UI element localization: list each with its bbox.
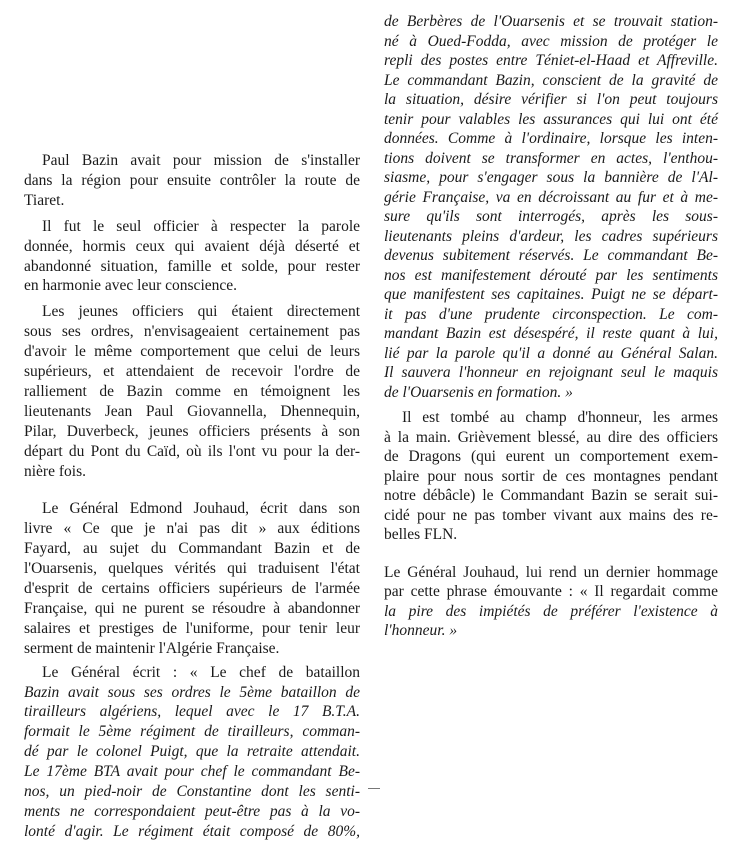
text-line: de l'Ouarsenis en formation. » <box>384 383 573 401</box>
text-line: gérie Française, va en décroissant au fur et à me- <box>384 188 718 206</box>
text-line: Paul Bazin avait pour mission de s'installer <box>42 152 360 169</box>
text-line: nos est manifestement dérouté par les sentiments <box>384 266 718 284</box>
text-line: par cette phrase émouvante : « Il regardait comme <box>384 583 718 600</box>
text-line: de Berbères de l'Ouarsenis et se trouvait station- <box>384 13 718 30</box>
text-line: Le 17ème BTA avait pour chef le commandant Be- <box>24 763 360 781</box>
text-line: siasme, pour s'engager sous la bannière de l'Al- <box>384 169 718 186</box>
text-line: à la main. Grièvement blessé, au dire des officiers <box>384 428 718 446</box>
text-line: plaire pour nous sortir de ces montagnes pendant <box>384 467 718 485</box>
text-line: en harmonie avec leur conscience. <box>24 277 238 295</box>
text-line: cidé pour ne pas tomber vivant aux mains des re- <box>384 506 718 524</box>
text-line: Tiaret. <box>24 191 65 209</box>
text-line: Les jeunes officiers qui étaient directement <box>42 303 360 321</box>
text-line: que manifestent ses capitaines. Puigt ne se départ- <box>384 286 718 303</box>
text-line: belles FLN. <box>384 526 458 543</box>
text-line: la situation, désire vérifier si l'on peut toujours <box>384 91 718 108</box>
text-line: lieutenants pleins d'ardeur, les cadres supérieurs <box>384 227 718 245</box>
text-line: tirailleurs algériens, lequel avec le 17 B.T.A. <box>24 703 360 721</box>
text-line: nos, un pied-noir de Constantine dont les senti- <box>24 783 360 800</box>
text-line: d'esprit de certains officiers supérieurs de l'armée <box>24 580 360 597</box>
text-line: sous ses ordres, n'envisageaient certainement pas <box>24 323 360 341</box>
text-line: Le Général écrit : « Le chef de bataillon <box>42 663 360 681</box>
text-line: sure qu'ils sont interrogés, après les sous- <box>384 208 718 225</box>
text-line: Il fut le seul officier à respecter la parole <box>42 217 360 235</box>
text-line: Fayard, au sujet du Commandant Bazin et de <box>24 540 360 558</box>
text-line: Le commandant Bazin, conscient de la gravité de <box>384 71 718 89</box>
text-line: tions doivent se transformer en actes, l'enthou- <box>384 149 718 167</box>
text-line: formait le 5ème régiment de tirailleurs, comman- <box>24 723 360 741</box>
text-line: livre « Ce que je n'ai pas dit » aux éditions <box>24 520 360 538</box>
text-line: donnée, hormis ceux qui avaient déjà déserté et <box>24 237 360 255</box>
text-line: notre débâcle) le Commandant Bazin se serait sui- <box>384 487 718 504</box>
text-line: it pas d'une prudente circonspection. Le com- <box>384 305 718 323</box>
text-line: abandonné situation, famille et solde, pour rester <box>24 257 360 275</box>
text-line: Bazin avait sous ses ordres le 5ème bataillon de <box>24 683 360 701</box>
text-line: supérieurs, et attendaient de recevoir l'ordre de <box>24 363 360 380</box>
text-line: devenus subitement réservés. Le commandant Be- <box>384 247 718 264</box>
text-line: Pilar, Duverbeck, jeunes officiers présents à son <box>24 422 360 440</box>
text-line: départ du Pont du Caïd, où ils l'ont vu pour la der- <box>24 442 360 460</box>
text-line: ments ne correspondaient peut-être pas à la vo- <box>24 802 360 820</box>
text-line: Il sauvera l'honneur en rejoignant seul le maquis <box>384 364 718 381</box>
text-line: l'Ouarsenis, quelques vérités qui traduisent l'état <box>24 560 360 578</box>
text-line: Le Général Edmond Jouhaud, écrit dans son <box>42 500 360 518</box>
column-divider <box>368 788 380 789</box>
text-line: ralliement de Bazin comme en témoignent les <box>24 382 360 400</box>
text-line: lieutenants Jean Paul Giovannella, Dhennequin, <box>24 402 360 420</box>
text-line: serment de maintenir l'Algérie Française. <box>24 639 280 657</box>
text-line: Française, qui ne purent se résoudre à abandonner <box>24 599 360 617</box>
text-line: lié par la parole qu'il a donné au Général Salan. <box>384 344 718 362</box>
text-line: né à Oued-Fodda, avec mission de protéger le <box>384 32 718 50</box>
text-line: mandant Bazin est désespéré, il reste quant à lui, <box>384 325 718 342</box>
text-line: dé par le colonel Puigt, que la retraite attendait. <box>24 743 360 761</box>
text-line: données. Comme à l'ordinaire, lorsque les inten- <box>384 130 718 147</box>
text-line: de Dragons (qui eurent un comportement exem- <box>384 448 718 465</box>
text-line: lonté d'agir. Le régiment était composé de 80%, <box>24 822 360 840</box>
text-line: Il est tombé au champ d'honneur, les armes <box>402 409 718 426</box>
text-line: dans la région pour ensuite contrôler la route de <box>24 171 360 189</box>
text-line: l'honneur. » <box>384 622 458 639</box>
text-line: Le Général Jouhaud, lui rend un dernier hommage <box>384 563 718 581</box>
text-line: repli des postes entre Téniet-el-Haad et Affreville. <box>384 52 718 69</box>
text-line: la pire des impiétés de préférer l'existence à <box>384 602 718 620</box>
text-line: d'avoir le même comportement que celui de leurs <box>24 343 360 361</box>
text-line: nière fois. <box>24 462 86 480</box>
text-line: tenir pour valables les assurances qui lui ont été <box>384 110 718 128</box>
text-line: salaires et prestiges de l'uniforme, pour tenir leur <box>24 619 360 637</box>
